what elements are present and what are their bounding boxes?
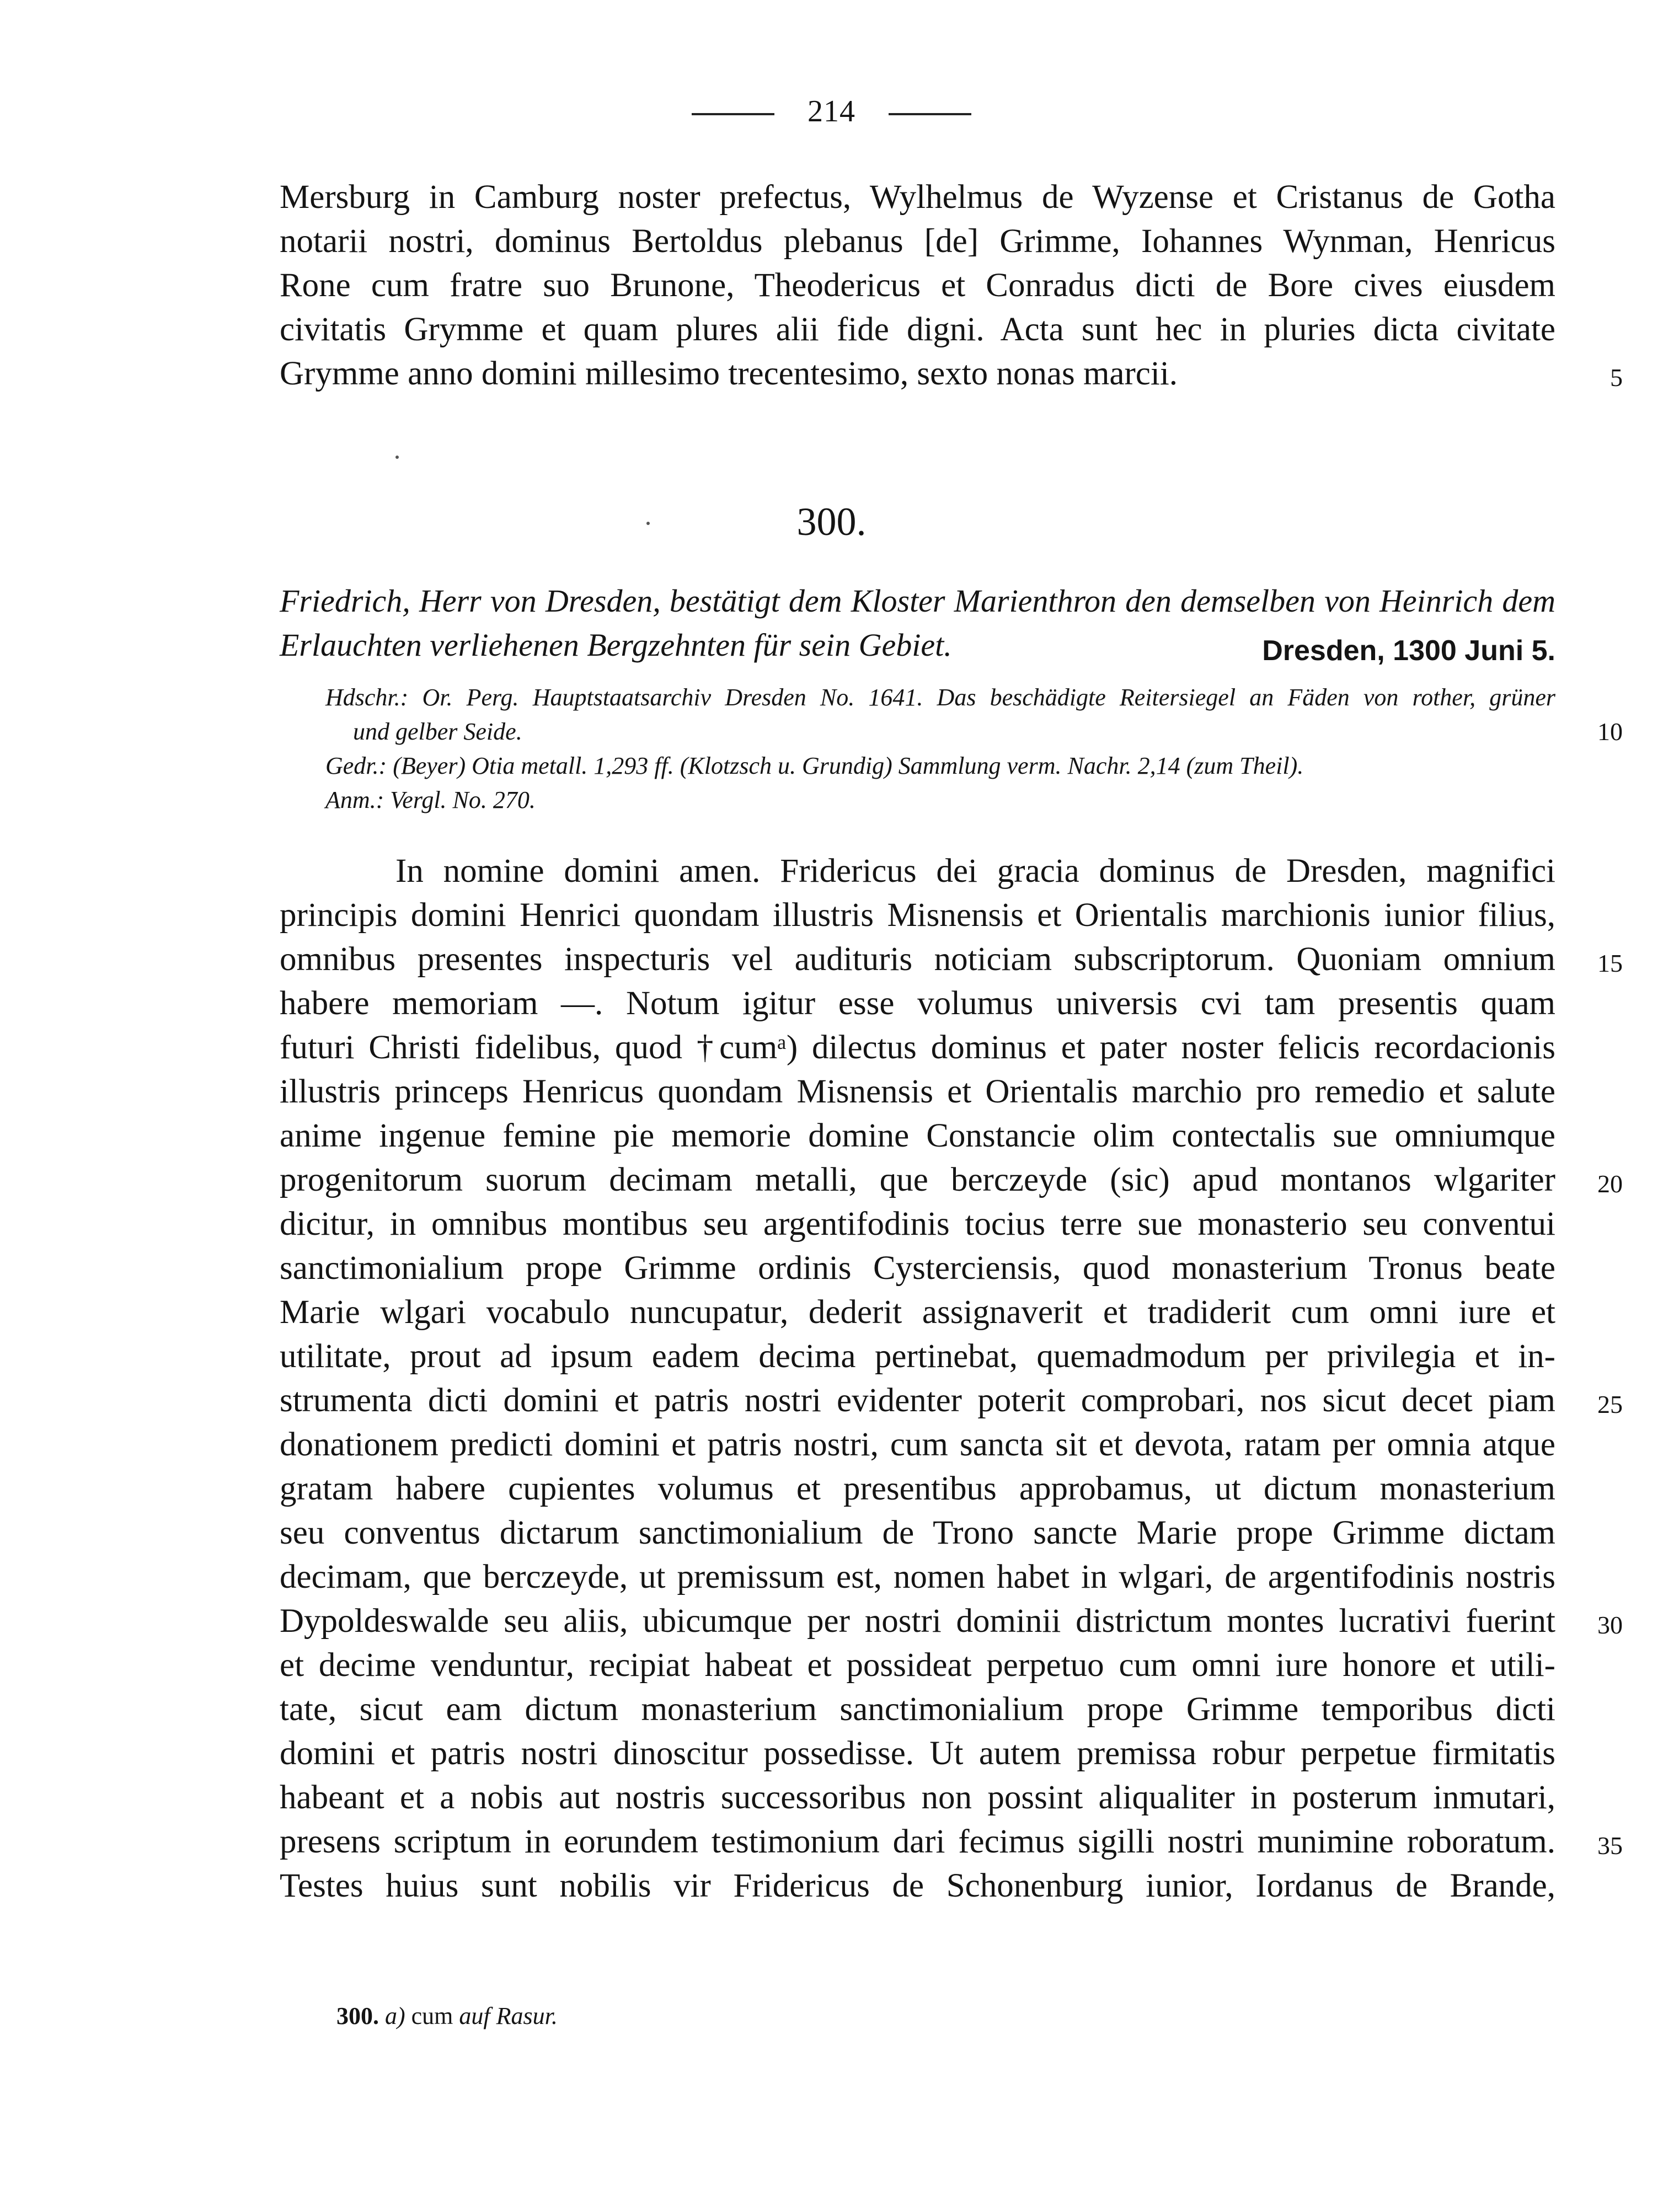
text-line: Mersburg in Camburg noster prefectus, Wylhelmus de Wyzense et Cristanus de Gotha [280,179,1555,216]
text-line: Dypoldeswalde seu aliis, ubicumque per nostri dominii districtum montes lucrativi fuerint [280,1603,1555,1640]
remark-note: Anm.: Vergl. No. 270. [325,786,536,813]
text-line: donationem predicti domini et patris nostri, cum sancta sit et devota, ratam per omnia atque [280,1426,1555,1463]
text-line: decimam, que berczeyde, ut premissum est, nomen habet in wlgari, de argentifodinis nostris [280,1558,1555,1595]
text-line: anime ingenue femine pie memorie domine Constancie olim contectalis sue omniumque [280,1117,1555,1154]
footnote-marker: a) [385,2002,405,2029]
line-number: 10 [1597,717,1623,746]
text-line: omnibus presentes inspecturis vel audituris noticiam subscriptorum. Quoniam omnium [280,941,1555,978]
speck [395,456,399,459]
text-line: futuri Christi fidelibus, quod †cumᵃ) dilectus dominus et pater noster felicis recordacionis [280,1029,1555,1066]
text-line: dicitur, in omnibus montibus seu argentifodinis tocius terre sue monasterio seu conventui [280,1206,1555,1242]
print-note: Gedr.: (Beyer) Otia metall. 1,293 ff. (Klotzsch u. Grundig) Sammlung verm. Nachr. 2,14 (zum Theil). [325,752,1304,779]
text-line: habere memoriam —. Notum igitur esse volumus universis cvi tam presentis quam [280,985,1555,1022]
page-number [0,94,1663,129]
regest-line: Erlauchten verliehenen Bergzehnten für sein Gebiet. [280,627,952,663]
text-line: et decime venduntur, recipiat habeat et possideat perpetuo cum omni iure honore et utili- [280,1647,1555,1684]
text-line: notarii nostri, dominus Bertoldus plebanus [de] Grimme, Iohannes Wynman, Henricus [280,223,1555,260]
text-line: utilitate, prout ad ipsum eadem decima pertinebat, quemadmodum per privilegia et in- [280,1338,1555,1375]
text-line: seu conventus dictarum sanctimonialium de Trono sancte Marie prope Grimme dictam [280,1514,1555,1551]
line-number: 35 [1597,1831,1623,1860]
footnote-text: cum [411,2002,453,2029]
text-line: presens scriptum in eorundem testimonium dari fecimus sigilli nostri munimine roboratum. [280,1823,1555,1860]
manuscript-note: Hdschr.: Or. Perg. Hauptstaatsarchiv Dresden No. 1641. Das beschädigte Reitersiegel an Fäden von rother, grüner [325,684,1555,711]
footnote [336,2002,558,2030]
text-line: domini et patris nostri dinoscitur possedisse. Ut autem premissa robur perpetue firmitatis [280,1735,1555,1772]
document-date: Dresden, 1300 Juni 5. [1262,635,1555,667]
line-number: 30 [1597,1611,1623,1639]
page-number-text: 214 [808,94,855,128]
line-number: 25 [1597,1390,1623,1418]
text-line: illustris princeps Henricus quondam Misnensis et Orientalis marchio pro remedio et salute [280,1073,1555,1110]
text-line: sanctimonialium prope Grimme ordinis Cysterciensis, quod monasterium Tronus beate [280,1250,1555,1287]
regest-line: Friedrich, Herr von Dresden, bestätigt dem Kloster Marienthron den demselben von Heinrich dem [280,583,1555,619]
text-line: Marie wlgari vocabulo nuncupatur, dederit assignaverit et tradiderit cum omni iure et [280,1294,1555,1331]
text-line: Testes huius sunt nobilis vir Fridericus de Schonenburg iunior, Iordanus de Brande, [280,1867,1555,1904]
text-line: principis domini Henrici quondam illustris Misnensis et Orientalis marchionis iunior filius, [280,897,1555,934]
text-line: Rone cum fratre suo Brunone, Theodericus et Conradus dicti de Bore cives eiusdem [280,267,1555,304]
text-line: Grymme anno domini millesimo trecentesimo, sexto nonas marcii. [280,355,1178,392]
footnote-number: 300. [336,2002,379,2029]
text-line: gratam habere cupientes volumus et presentibus approbamus, ut dictum monasterium [280,1470,1555,1507]
line-number: 5 [1610,363,1623,392]
text-line: habeant et a nobis aut nostris successoribus non possint aliqualiter in posterum inmutari, [280,1779,1555,1816]
footnote-note: auf Rasur. [459,2002,558,2029]
manuscript-note-continued: und gelber Seide. [353,718,522,745]
text-line: strumenta dicti domini et patris nostri evidenter poterit comprobari, nos sicut decet piam [280,1382,1555,1419]
text-line: tate, sicut eam dictum monasterium sanctimonialium prope Grimme temporibus dicti [280,1691,1555,1728]
text-line: civitatis Grymme et quam plures alii fide digni. Acta sunt hec in pluries dicta civitate [280,311,1555,348]
document-number: 300. [796,500,867,544]
header-dash-right [889,113,971,115]
line-number: 20 [1597,1170,1623,1198]
text-line: In nomine domini amen. Fridericus dei gracia dominus de Dresden, magnifici [395,853,1555,890]
text-line: progenitorum suorum decimam metalli, que berczeyde (sic) apud montanos wlgariter [280,1161,1555,1198]
header-dash-left [692,113,774,115]
line-number: 15 [1597,949,1623,977]
